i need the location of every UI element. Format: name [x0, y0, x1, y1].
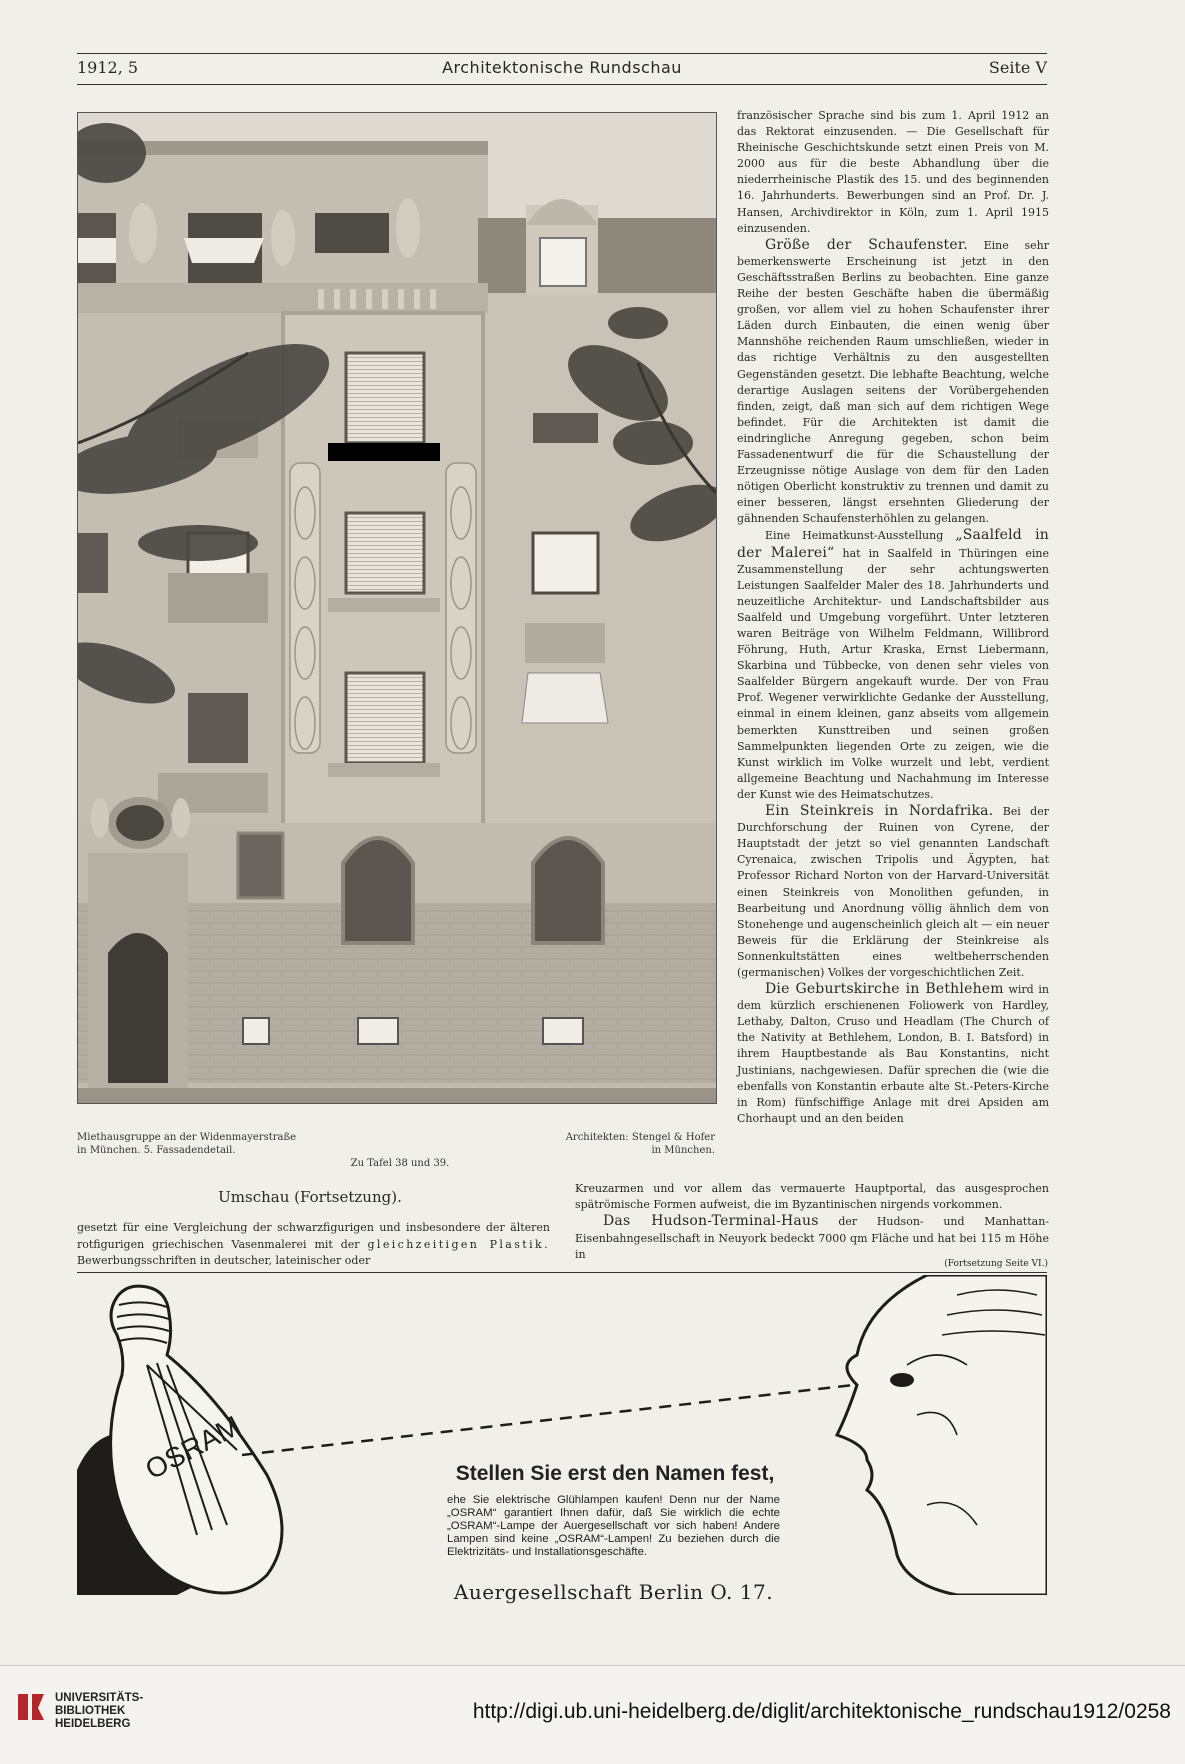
- text-bethlehem: wird in dem kürzlich erschienenen Foliowerk von Hardley, Lethaby, Dalton, Cruso und Headlam (The Church of the Nativity at Bethlehem, London, B. I. Batsford) in ihrem Hauptbestande als Bau Konstantins, nicht Justinians, nachgewiesen. Dafür sprechen die (wie die ebenfalls von Konstantin erbaute alte St.-Peters-Kirche in Rom) fünfschiffige Anlage mit drei Apsiden am Chorhaupt und an den beiden: [737, 983, 1049, 1125]
- library-name-line3: HEIDELBERG: [55, 1718, 131, 1730]
- library-name-line1: UNIVERSITÄTS-: [55, 1692, 144, 1704]
- paragraph-prize-notice: französischer Sprache sind bis zum 1. April 1912 an das Rektorat einzusenden. — Die Gesellschaft für Rheinische Geschichtskunde setzt einen Preis von M. 2000 aus für die beste Abhandlung über die niederrheinische Plastik des 15. und des beginnenden 16. Jahrhunderts. Bewerbungen sind an Prof. Dr. J. Hansen, Archivdirektor in Köln, zum 1. April 1915 einzusenden.: [737, 109, 1049, 235]
- text-vase-painting: gesetzt für eine Vergleichung der schwarzfigurigen und insbesondere der älteren rotfigurigen griechischen Vasenmalerei mit der: [77, 1221, 550, 1251]
- ad-body-paragraph: ehe Sie elektrische Glühlampen kaufen! Denn nur der Name „OSRAM“ garantiert Ihnen dafür, daß Sie wirklich die echte „OSRAM“-Lampe der Auergesellschaft vor sich haben! Andere Lampen sind keine „OSRAM“-Lampen! Zu beziehen durch die Elektrizitäts- und Installationsgeschäfte.: [447, 1494, 780, 1558]
- caption-architects-city: in München.: [651, 1145, 715, 1156]
- paragraph-saalfeld-exhibition: [737, 527, 1049, 803]
- digitization-footer: [0, 1665, 1185, 1764]
- photo-caption-right: [500, 1131, 715, 1157]
- header-issue: 1912, 5: [77, 58, 139, 77]
- caption-location: Miethausgruppe an der Widenmayerstraße: [77, 1132, 297, 1143]
- heading-stone-circle: Ein Steinkreis in Nordafrika.: [765, 803, 994, 820]
- heading-shop-windows: Größe der Schaufenster.: [765, 236, 968, 253]
- ad-company-name: Auergesellschaft Berlin O. 17.: [453, 1580, 774, 1604]
- header-bottom-rule: [77, 84, 1047, 85]
- facade-illustration: [78, 113, 716, 1103]
- paragraph-hudson-terminal: [575, 1213, 1049, 1263]
- photo-plate-reference: Zu Tafel 38 und 39.: [350, 1158, 450, 1169]
- header-top-rule: [77, 53, 1047, 54]
- running-header: [77, 58, 1047, 82]
- header-page-number: Seite V: [988, 58, 1047, 77]
- text-saalfeld: hat in Saalfeld in Thüringen eine Zusammenstellung der sehr achtungswerten Leistungen Saalfelder Maler des 18. Jahrhunderts und neuzeitliche Architektur- und Landschaftsbilder aus Saalfeld und Umgebung vorgeführt. Unter letzteren waren Beiträge von Wilhelm Feldmann, Willibrord Föhrung, Huth, Artur Kraska, Ernst Liebermann, Skarbina und Tübbecke, von denen sehr vieles von Saalfelder Bürgern angekauft wurde. Der von Frau Prof. Wegener verwirklichte Gedanke der Ausstellung, einmal in einem kleinen, ganz abseits vom allgemein bemerkten Kunsttreiben und seinen großen Sammelpunkten liegenden Orte zu zeigen, wie die Kunst wirklich im Volke wurzelt und lebt, verdient allgemeine Beachtung und Nachahmung im Interesse der Kunst wie des Heimatschutzes.: [737, 546, 1049, 801]
- bottom-right-text: [575, 1181, 1049, 1263]
- permalink-url[interactable]: http://digi.ub.uni-heidelberg.de/diglit/architektonische_rundschau1912/0258: [472, 1700, 1171, 1723]
- text-exhibition-intro: Eine Heimatkunst-Ausstellung: [765, 529, 944, 543]
- heading-saalfeld: „Saalfeld in der Malerei“: [737, 527, 1049, 561]
- text-stone-circle: Bei der Durchforschung der Ruinen von Cyrene, der Hauptstadt der jetzt so viel genannten Landschaft Cyrenaica, zwischen Tripolis und Ägypten, hat Professor Richard Norton von der Harvard-Universität einen Steinkreis von Monolithen gefunden, in Bearbeitung und Anordnung völlig ähnlich dem von Stonehenge und augenscheinlich gleich alt — ein neuer Beweis für die Erklärung der Steinkreise als Sonnenkultstätten eines weltbeherrschenden (germanischen) Volkes der vorgeschichtlichen Zeit.: [737, 805, 1049, 979]
- heading-hudson-terminal: Das Hudson-Terminal-Haus: [603, 1213, 819, 1230]
- ad-separator-rule: [77, 1272, 1047, 1273]
- heading-bethlehem: Die Geburtskirche in Bethlehem: [765, 981, 1004, 998]
- paragraph-stone-circle: [737, 803, 1049, 981]
- text-hudson-terminal: der Hudson- und Manhattan-Eisenbahngesellschaft in Neuyork bedeckt 7000 qm Fläche und hat bei 115 m Höhe in: [575, 1215, 1050, 1261]
- svg-text:OSRAM: OSRAM: [140, 1409, 246, 1486]
- photo-caption-left: [77, 1131, 337, 1157]
- ad-headline: Stellen Sie erst den Namen fest,: [455, 1462, 775, 1485]
- right-text-column: [737, 108, 1049, 1127]
- text-applications: Bewerbungsschriften in deutscher, lateinischer oder: [77, 1254, 371, 1267]
- text-shop-windows: Eine sehr bemerkenswerte Erscheinung ist jetzt in den Geschäftsstraßen Berlins zu beobachten. Eine ganze Reihe der besten Geschäfte haben die übermäßig großen, vor allem viel zu hohen Schaufenster ihrer Läden durch Einbauten, die einen wenig über Mannshöhe reichenden Raum umschließen, wieder in das richtige Verhältnis zu den ausgestellten Gegenständen gesetzt. Die lebhafte Beachtung, welche derartige Auslagen seitens der Vorübergehenden finden, zeigt, daß man sich auf dem richtigen Wege befindet. Für die Architekten ist damit die eindringliche Anregung gegeben, schon beim Fassadenentwurf die für die Schaustellung der Erzeugnisse nötige Auslage von dem für den Laden nötigen Oberlicht konstruktiv zu trennen und damit zu einer besseren, längst ersehnten Gliederung der gähnenden Schaufensterhöhlen zu gelangen.: [737, 238, 1050, 526]
- section-title-umschau: Umschau (Fortsetzung).: [218, 1188, 402, 1206]
- library-name: [55, 1692, 143, 1731]
- ad-body-text: [447, 1494, 780, 1559]
- library-name-line2: BIBLIOTHEK: [55, 1705, 126, 1717]
- building-facade-photo: [77, 112, 717, 1104]
- bottom-left-text: [77, 1220, 550, 1270]
- paragraph-shop-windows: [737, 237, 1049, 528]
- text-sculpture-spaced: gleichzeitigen Plastik.: [367, 1237, 551, 1251]
- paragraph-bethlehem: [737, 981, 1049, 1127]
- text-bethlehem-continued: Kreuzarmen und vor allem das vermauerte Hauptportal, das ausgesprochen spätrömische Formen aufweist, die im Byzantinischen nirgends vorkommen.: [575, 1182, 1049, 1212]
- continuation-note: (Fortsetzung Seite VI.): [944, 1259, 1048, 1269]
- caption-detail: in München. 5. Fassadendetail.: [77, 1145, 236, 1156]
- university-library-logo-icon: [14, 1688, 48, 1726]
- caption-architects: Architekten: Stengel & Hofer: [565, 1132, 715, 1143]
- header-journal-title: Architektonische Rundschau: [442, 58, 682, 77]
